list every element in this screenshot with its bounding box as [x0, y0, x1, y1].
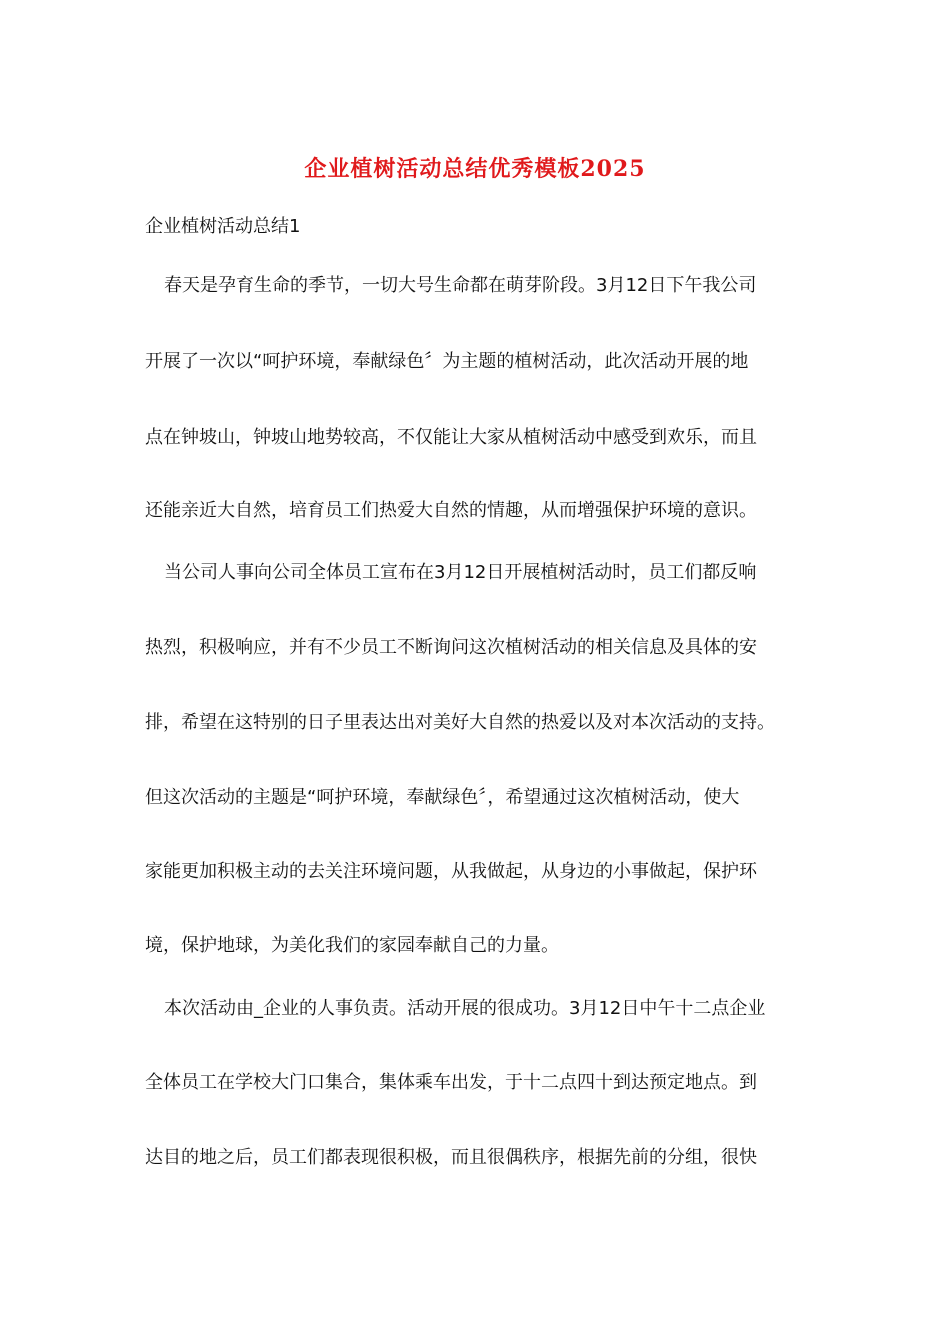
paragraph-line: 当公司人事向公司全体员工宣布在3月12日开展植树活动时，员工们都反响	[164, 562, 757, 583]
paragraph-line: 排，希望在这特别的日子里表达出对美好大自然的热爱以及对本次活动的支持。	[145, 712, 775, 733]
paragraph-line: 本次活动由_企业的人事负责。活动开展的很成功。3月12日中午十二点企业	[164, 998, 766, 1019]
document-title: 企业植树活动总结优秀模板2025	[304, 156, 646, 182]
paragraph-line: 点在钟坡山，钟坡山地势较高，不仅能让大家从植树活动中感受到欢乐，而且	[145, 427, 757, 448]
paragraph-line: 还能亲近大自然，培育员工们热爱大自然的情趣，从而增强保护环境的意识。	[145, 500, 757, 521]
paragraph-line: 热烈，积极响应，并有不少员工不断询问这次植树活动的相关信息及具体的安	[145, 637, 757, 658]
paragraph-line: 全体员工在学校大门口集合，集体乘车出发，于十二点四十到达预定地点。到	[145, 1072, 757, 1093]
paragraph-line: 达目的地之后，员工们都表现很积极，而且很偶秩序，根据先前的分组，很快	[145, 1147, 757, 1168]
paragraph-line: 家能更加积极主动的去关注环境问题，从我做起，从身边的小事做起，保护环	[145, 861, 757, 882]
section-heading: 企业植树活动总结1	[145, 216, 301, 237]
paragraph-line: 春天是孕育生命的季节，一切大号生命都在萌芽阶段。3月12日下午我公司	[164, 275, 757, 296]
paragraph-line: 境，保护地球，为美化我们的家园奉献自己的力量。	[145, 935, 559, 956]
paragraph-line: 但这次活动的主题是“呵护环境，奉献绿色〞，希望通过这次植树活动，使大	[145, 787, 740, 808]
paragraph-line: 开展了一次以“呵护环境，奉献绿色〞为主题的植树活动，此次活动开展的地	[145, 351, 749, 372]
